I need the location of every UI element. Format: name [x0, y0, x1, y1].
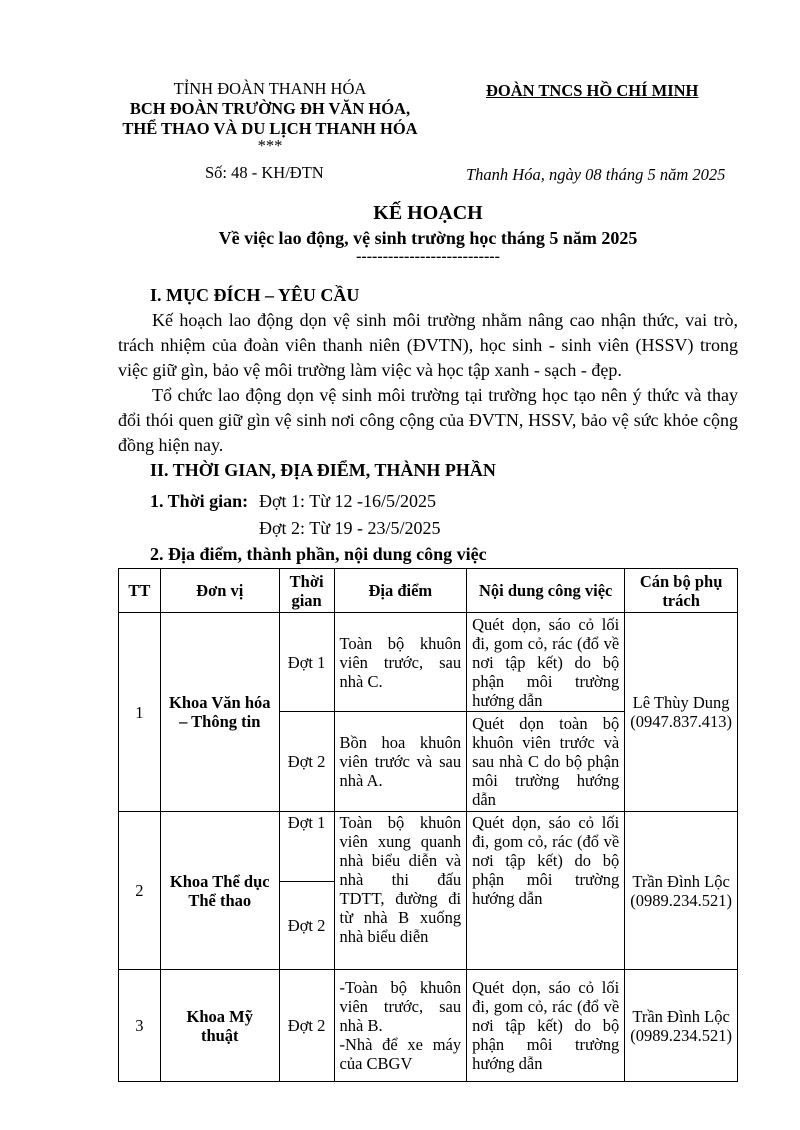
row3-content: Quét dọn, sáo cỏ lối đi, gom cỏ, rác (đổ về nơi tập kết) do bộ phận môi trường hướng dẫn	[467, 970, 625, 1082]
time-round-2: Đợt 2: Từ 19 - 23/5/2025	[259, 518, 441, 538]
row2-time-2: Đợt 2	[279, 882, 334, 970]
header-left	[120, 79, 420, 153]
row3-time: Đợt 2	[279, 970, 334, 1082]
section1-para1: Kế hoạch lao động dọn vệ sinh môi trường nhằm nâng cao nhận thức, vai trò, trách nhiệm của đoàn viên thanh niên (ĐVTN), học sinh - sinh viên (HSSV) trong việc giữ gìn, bảo vệ môi trường làm việc và học tập xanh - sạch - đẹp.	[118, 310, 738, 380]
row2-tt: 2	[119, 812, 161, 970]
row2-time-1: Đợt 1	[279, 812, 334, 882]
document-number: Số: 48 - KH/ĐTN	[205, 163, 324, 182]
school-union-line2: THỂ THAO VÀ DU LỊCH THANH HÓA	[122, 119, 418, 138]
row2-unit: Khoa Thể dục Thể thao	[160, 812, 279, 970]
section1-para2: Tổ chức lao động dọn vệ sinh môi trường tại trường học tạo nên ý thức và thay đổi thói quen giữ gìn vệ sinh nơi công cộng của ĐVTN, HSSV, bảo vệ sức khỏe cộng đồng hiện nay.	[118, 385, 738, 455]
section2-heading: II. THỜI GIAN, ĐỊA ĐIỂM, THÀNH PHẦN	[150, 460, 496, 480]
row2-content: Quét dọn, sáo cỏ lối đi, gom cỏ, rác (đổ về nơi tập kết) do bộ phận môi trường hướng dẫn	[467, 812, 625, 970]
header-time: Thời gian	[279, 569, 334, 613]
row1-place-1: Toàn bộ khuôn viên trước, sau nhà C.	[334, 613, 467, 712]
time-round-1: Đợt 1: Từ 12 -16/5/2025	[259, 491, 436, 511]
row2-officer: Trần Đình Lộc (0989.234.521)	[625, 812, 738, 970]
time-label: 1. Thời gian:	[150, 491, 249, 511]
province-union: TỈNH ĐOÀN THANH HÓA	[173, 79, 367, 98]
header-content: Nội dung công việc	[467, 569, 625, 613]
work-plan-table	[118, 568, 738, 1082]
header-unit: Đơn vị	[160, 569, 279, 613]
organization-name: ĐOÀN TNCS HỒ CHÍ MINH	[486, 81, 699, 100]
document-title: KẾ HOẠCH	[373, 202, 483, 224]
row1-time-1: Đợt 1	[279, 613, 334, 712]
school-union-line1: BCH ĐOÀN TRƯỜNG ĐH VĂN HÓA,	[129, 99, 411, 118]
table-row	[119, 812, 738, 882]
row3-place	[334, 970, 467, 1082]
table-row	[119, 613, 738, 712]
document-subtitle: Về việc lao động, vệ sinh trường học tháng 5 năm 2025	[218, 228, 638, 248]
table-row	[119, 970, 738, 1082]
row2-place: Toàn bộ khuôn viên xung quanh nhà biểu diễn và nhà thi đấu TDTT, đường đi từ nhà B xuống nhà biểu diễn	[334, 812, 467, 970]
row3-tt: 3	[119, 970, 161, 1082]
row1-time-2: Đợt 2	[279, 712, 334, 812]
header-tt: TT	[119, 569, 161, 613]
header-place: Địa điểm	[334, 569, 467, 613]
place-heading: 2. Địa điểm, thành phần, nội dung công việc	[150, 544, 487, 564]
header-officer: Cán bộ phụ trách	[625, 569, 738, 613]
row3-place-line-2: -Nhà để xe máy của CBGV	[339, 1035, 462, 1073]
row3-officer: Trần Đình Lộc (0989.234.521)	[625, 970, 738, 1082]
row3-place-line-1: -Toàn bộ khuôn viên trước, sau nhà B.	[339, 978, 462, 1035]
section1-heading: I. MỤC ĐÍCH – YÊU CẦU	[150, 285, 360, 305]
row1-content-1: Quét dọn, sáo cỏ lối đi, gom cỏ, rác (đổ về nơi tập kết) do bộ phận môi trường hướng dẫn	[467, 613, 625, 712]
title-rule: ---------------------------	[356, 248, 500, 265]
row1-place-2: Bồn hoa khuôn viên trước và sau nhà A.	[334, 712, 467, 812]
row1-content-2: Quét dọn toàn bộ khuôn viên trước và sau nhà C do bộ phận môi trường hướng dẫn	[467, 712, 625, 812]
row1-unit: Khoa Văn hóa – Thông tin	[160, 613, 279, 812]
row1-tt: 1	[119, 613, 161, 812]
stars-separator: ***	[257, 136, 283, 155]
row1-officer: Lê Thùy Dung (0947.837.413)	[625, 613, 738, 812]
table-header-row	[119, 569, 738, 613]
document-date: Thanh Hóa, ngày 08 tháng 5 năm 2025	[466, 165, 726, 184]
row3-unit: Khoa Mỹ thuật	[160, 970, 279, 1082]
